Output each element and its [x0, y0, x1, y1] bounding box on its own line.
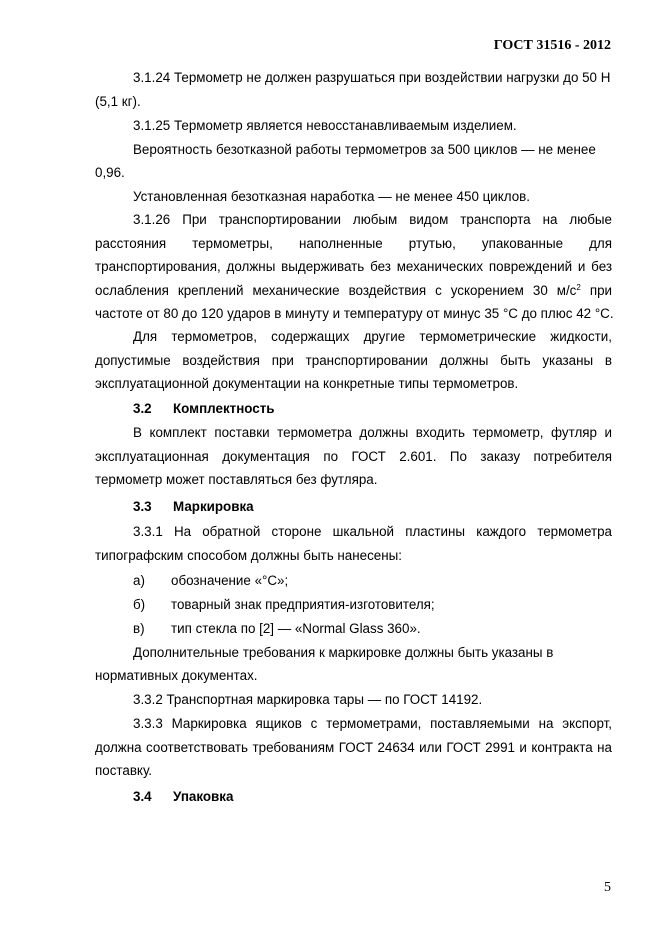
paragraph-line: термометр может поставляться без футляра.	[95, 472, 378, 487]
list-item	[133, 621, 612, 637]
paragraph-line: 3.1.26 При транспортировании любым видом транспорта на любые	[133, 212, 612, 227]
paragraph-line: частоте от 80 до 120 ударов в минуту и температуру от минус 35 °С до плюс 42 °С.	[95, 306, 614, 321]
section-title: Упаковка	[173, 789, 234, 804]
paragraph-line: расстояния термометры, наполненные ртутью, упакованные для	[95, 236, 612, 251]
paragraph-line: Для термометров, содержащих другие термометрические жидкости,	[133, 329, 612, 344]
list-label: б)	[133, 597, 146, 612]
section-number: 3.4	[133, 789, 152, 804]
section-number: 3.3	[133, 499, 152, 514]
list-item	[133, 597, 612, 613]
document-header: ГОСТ 31516 - 2012	[493, 38, 611, 53]
paragraph-line	[95, 283, 612, 299]
paragraph-line: эксплуатационной документации на конкретные типы термометров.	[95, 376, 519, 391]
text-span: при	[580, 283, 612, 298]
paragraph-line: допустимые воздействия при транспортировании должны быть указаны в	[95, 353, 612, 368]
page-number: 5	[604, 880, 611, 895]
paragraph-line: В комплект поставки термометра должны входить термометр, футляр и	[133, 425, 612, 440]
list-label: в)	[133, 621, 145, 636]
list-text: тип стекла по [2] — «Normal Glass 360».	[171, 621, 421, 636]
section-title: Комплектность	[173, 401, 275, 416]
superscript: 2	[576, 283, 581, 292]
paragraph-line: 3.1.24 Термометр не должен разрушаться при воздействии нагрузки до 50 Н	[133, 70, 611, 85]
paragraph-line: типографским способом должны быть нанесены:	[95, 548, 402, 563]
text-span: ослабления креплений механические воздействия с ускорением 30 м/с	[95, 283, 577, 298]
paragraph-line: Установленная безотказная наработка — не менее 450 циклов.	[133, 189, 531, 204]
section-heading	[133, 789, 612, 805]
paragraph-line: эксплуатационная документация по ГОСТ 2.601. По заказу потребителя	[95, 449, 612, 464]
list-text: товарный знак предприятия-изготовителя;	[171, 597, 435, 612]
paragraph-line: Вероятность безотказной работы термометров за 500 циклов — не менее	[133, 142, 596, 157]
list-label: а)	[133, 573, 145, 588]
paragraph-line: 0,96.	[95, 165, 125, 180]
paragraph-line: (5,1 кг).	[95, 94, 141, 109]
paragraph-line: 3.1.25 Термометр является невосстанавливаемым изделием.	[133, 118, 517, 133]
paragraph-line: поставку.	[95, 763, 153, 778]
paragraph-line: 3.3.1 На обратной стороне шкальной пластины каждого термометра	[133, 524, 612, 539]
list-item	[133, 573, 612, 589]
section-heading	[133, 401, 612, 417]
section-number: 3.2	[133, 401, 152, 416]
paragraph-line: нормативных документах.	[95, 668, 258, 683]
section-title: Маркировка	[173, 499, 254, 514]
paragraph-line: должна соответствовать требованиям ГОСТ 24634 или ГОСТ 2991 и контракта на	[95, 740, 612, 755]
paragraph-line: Дополнительные требования к маркировке должны быть указаны в	[133, 645, 554, 660]
list-text: обозначение «°С»;	[171, 573, 289, 588]
paragraph-line: транспортирования, должны выдерживать без механических повреждений и без	[95, 259, 612, 274]
paragraph-line: 3.3.2 Транспортная маркировка тары — по ГОСТ 14192.	[133, 692, 483, 707]
section-heading	[133, 499, 612, 515]
paragraph-line: 3.3.3 Маркировка ящиков с термометрами, поставляемыми на экспорт,	[133, 716, 612, 731]
